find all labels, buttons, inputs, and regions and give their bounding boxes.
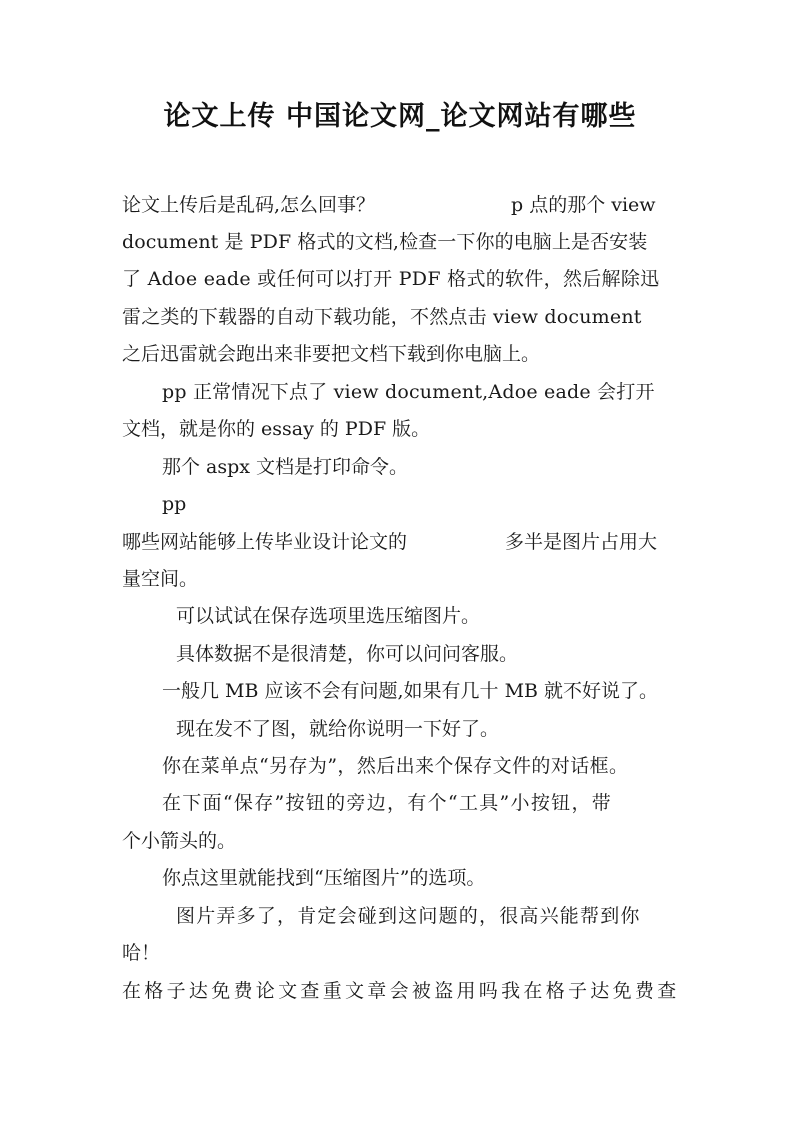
- line-segment: 哪些网站能够上传毕业设计论文的: [122, 531, 408, 553]
- paragraph-line: 之后迅雷就会跑出来非要把文档下载到你电脑上。: [122, 343, 541, 365]
- paragraph-line: 在下面“保存”按钮的旁边，有个“工具”小按钮，带: [162, 792, 613, 814]
- paragraph-line: 你在菜单点“另存为”，然后出来个保存文件的对话框。: [162, 755, 629, 777]
- paragraph-line: 那个 aspx 文档是打印命令。: [162, 456, 409, 478]
- paragraph-line: 你点这里就能找到“压缩图片”的选项。: [162, 867, 486, 889]
- page-title: 论文上传 中国论文网_论文网站有哪些: [163, 101, 637, 132]
- paragraph-line: document 是 PDF 格式的文档,检查一下你的电脑上是否安装: [122, 231, 648, 253]
- paragraph-line: 可以试试在保存选项里选压缩图片。: [176, 605, 481, 627]
- paragraph-line: 具体数据不是很清楚，你可以问问客服。: [176, 643, 519, 665]
- paragraph-line: 文档，就是你的 essay 的 PDF 版。: [122, 418, 431, 440]
- line-segment: 多半是图片占用大: [505, 531, 658, 553]
- paragraph-line: 个小箭头的。: [122, 830, 237, 852]
- paragraph-line: 在格子达免费论文查重文章会被盗用吗我在格子达免费查: [122, 980, 680, 1002]
- paragraph-line: 图片弄多了，肯定会碰到这问题的，很高兴能帮到你: [176, 905, 641, 927]
- paragraph-line: 了 Adoe eade 或任何可以打开 PDF 格式的软件，然后解除迅: [122, 268, 660, 290]
- line-segment: p 点的那个 view: [511, 194, 656, 216]
- paragraph-line: 雷之类的下载器的自动下载功能，不然点击 view document: [122, 306, 642, 328]
- paragraph-line: pp: [162, 493, 187, 515]
- line-segment: 论文上传后是乱码,怎么回事？: [122, 194, 376, 216]
- paragraph-line: 现在发不了图，就给你说明一下好了。: [176, 718, 500, 740]
- paragraph-line: 一般几 MB 应该不会有问题,如果有几十 MB 就不好说了。: [162, 680, 659, 702]
- paragraph-line: 哈！: [122, 942, 161, 964]
- paragraph-line: 量空间。: [122, 568, 199, 590]
- paragraph-line: pp 正常情况下点了 view document,Adoe eade 会打开: [162, 381, 655, 403]
